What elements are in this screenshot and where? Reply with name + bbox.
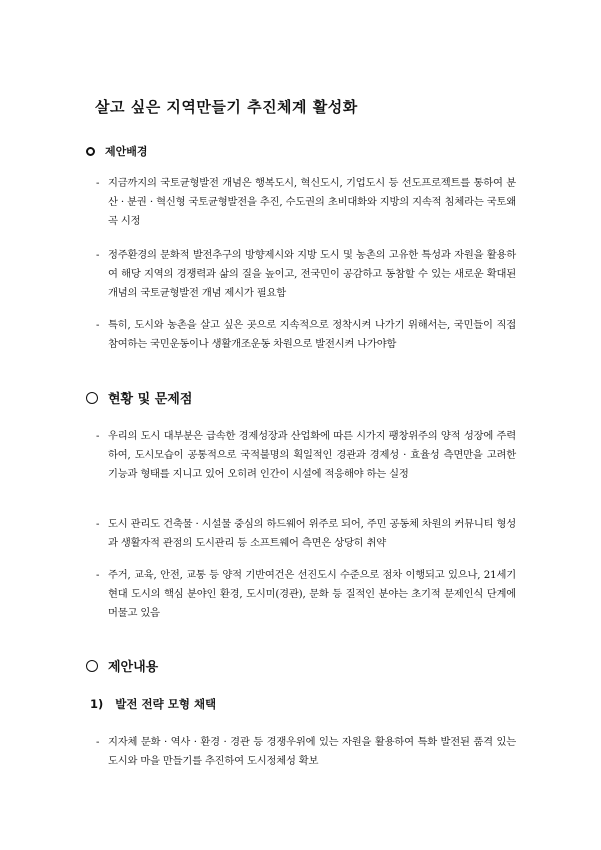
subheading-strategy-model [90,696,216,712]
paragraph [96,246,516,303]
section-heading-label: 제안배경 [105,145,148,158]
paragraph-text: 주거, 교육, 안전, 교통 등 양적 기반여건은 선진도시 수준으로 점차 이행되고 있으나, 21세기 현대 도시의 핵심 분야인 환경, 도시미(경관), 문화 등 질적인 분야는 초기적 문제인식 단계에 머물고 있음 [108,569,516,619]
section-heading-label: 제안내용 [108,660,159,675]
paragraph [96,566,516,623]
subheading-number: 1) [90,697,104,711]
dash-bullet: - [96,569,100,581]
dash-bullet: - [96,518,100,530]
section-heading-proposal [86,656,158,675]
dash-bullet: - [96,177,100,189]
paragraph [96,733,516,771]
circle-bullet-icon [86,660,98,672]
paragraph-text: 지자체 문화 · 역사 · 환경 · 경관 등 경쟁우위에 있는 자원을 활용하여 특화 발전된 품격 있는 도시와 마을 만들기를 추진하여 도시정체성 확보 [108,736,516,767]
paragraph-text: 도시 관리도 건축물 · 시설물 중심의 하드웨어 위주로 되어, 주민 공동체 차원의 커뮤니티 형성과 생활자적 관점의 도시관리 등 소프트웨어 측면은 상당히 취약 [108,518,516,549]
paragraph-text: 특히, 도시와 농촌을 살고 싶은 곳으로 지속적으로 정착시켜 나가기 위해서는, 국민들이 직접 참여하는 국민운동이나 생활개조운동 차원으로 발전시켜 나가야함 [108,319,516,350]
paragraph [96,515,516,553]
section-heading-background [86,143,148,159]
paragraph [96,316,516,354]
paragraph [96,427,516,484]
paragraph-text: 우리의 도시 대부분은 급속한 경제성장과 산업화에 따른 시가지 팽창위주의 양적 성장에 주력하여, 도시모습이 공통적으로 국적불명의 획일적인 경관과 경제성 · 효율성 측면만을 고려한 기능과 형태를 지니고 있어 오히려 인간이 시설에 적응해야 하는 실정 [108,430,516,480]
subheading-text: 발전 전략 모형 채택 [115,697,217,711]
circle-bullet-icon [86,147,95,156]
paragraph [96,174,516,231]
section-heading-label: 현황 및 문제점 [108,392,193,407]
dash-bullet: - [96,249,100,261]
dash-bullet: - [96,319,100,331]
paragraph-text: 정주환경의 문화적 발전추구의 방향제시와 지방 도시 및 농촌의 고유한 특성과 자원을 활용하여 해당 지역의 경쟁력과 삶의 질을 높이고, 전국민이 공감하고 동참할 수 있는 새로운 확대된 개념의 국토균형발전 개념 제시가 필요함 [108,249,516,299]
section-heading-status-problems [86,388,192,407]
circle-bullet-icon [86,392,98,404]
paragraph-text: 지금까지의 국토균형발전 개념은 행복도시, 혁신도시, 기업도시 등 선도프로젝트를 통하여 분산 · 분권 · 혁신형 국토균형발전을 추진, 수도권의 초비대화와 지방의 지속적 침체라는 국토왜곡 시정 [108,177,516,227]
document-title: 살고 싶은 지역만들기 추진체계 활성화 [95,98,358,116]
dash-bullet: - [96,736,100,748]
dash-bullet: - [96,430,100,442]
